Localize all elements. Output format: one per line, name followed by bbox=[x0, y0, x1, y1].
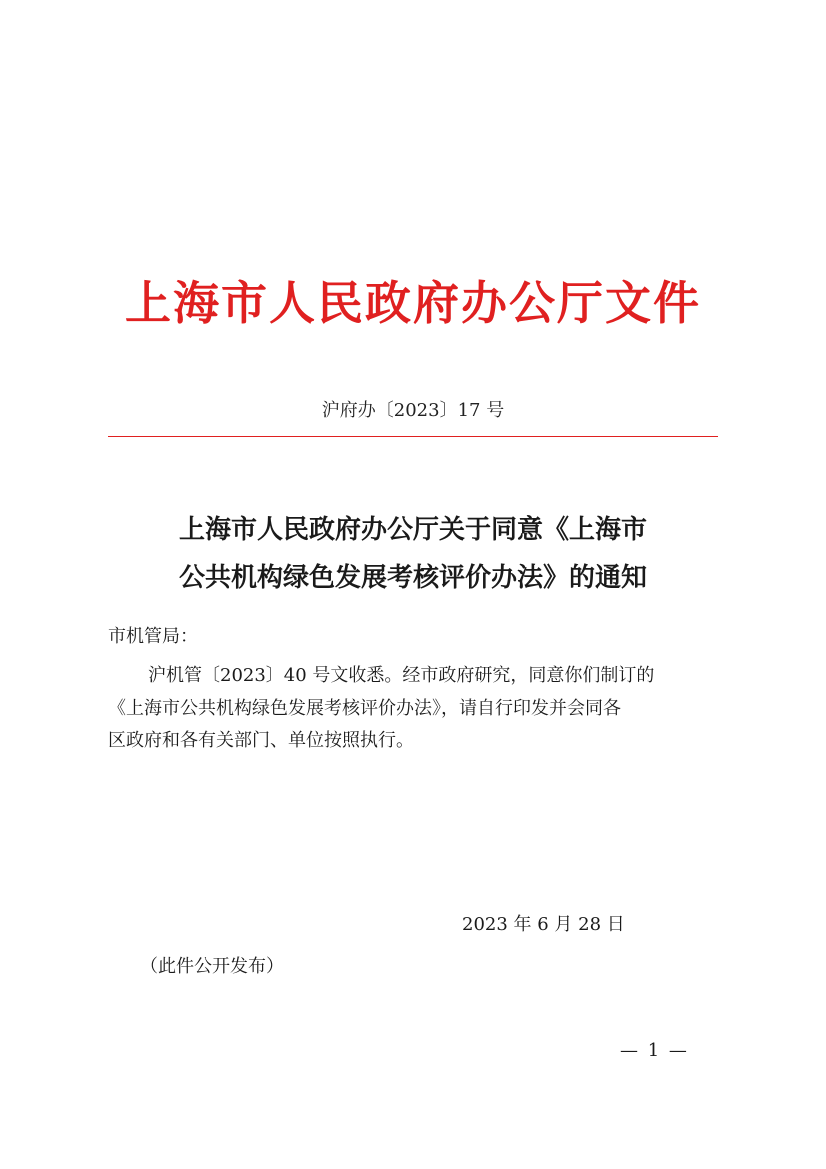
document-number: 沪府办〔2023〕17 号 bbox=[321, 400, 505, 421]
body-line-3: 区政府和各有关部门、单位按照执行。 bbox=[108, 730, 414, 751]
issue-date: 2023 年 6 月 28 日 bbox=[462, 914, 625, 935]
body-line-2: 《上海市公共机构绿色发展考核评价办法》，请自行印发并会同各 bbox=[108, 697, 621, 719]
publicity-note: （此件公开发布） bbox=[140, 956, 284, 977]
document-masthead: 上海市人民政府办公厅文件 bbox=[125, 276, 701, 330]
page-number: — 1 — bbox=[620, 1040, 689, 1061]
document-title bbox=[0, 506, 826, 602]
addressee: 市机管局： bbox=[108, 626, 198, 647]
document-title-line-1: 上海市人民政府办公厅关于同意《上海市 bbox=[178, 515, 647, 545]
body-line-1: 沪机管〔2023〕40 号文收悉。经市政府研究，同意你们制订的 bbox=[148, 665, 655, 686]
document-body bbox=[108, 660, 720, 758]
red-separator-line bbox=[108, 436, 718, 437]
document-title-line-2: 公共机构绿色发展考核评价办法》的通知 bbox=[178, 563, 647, 593]
